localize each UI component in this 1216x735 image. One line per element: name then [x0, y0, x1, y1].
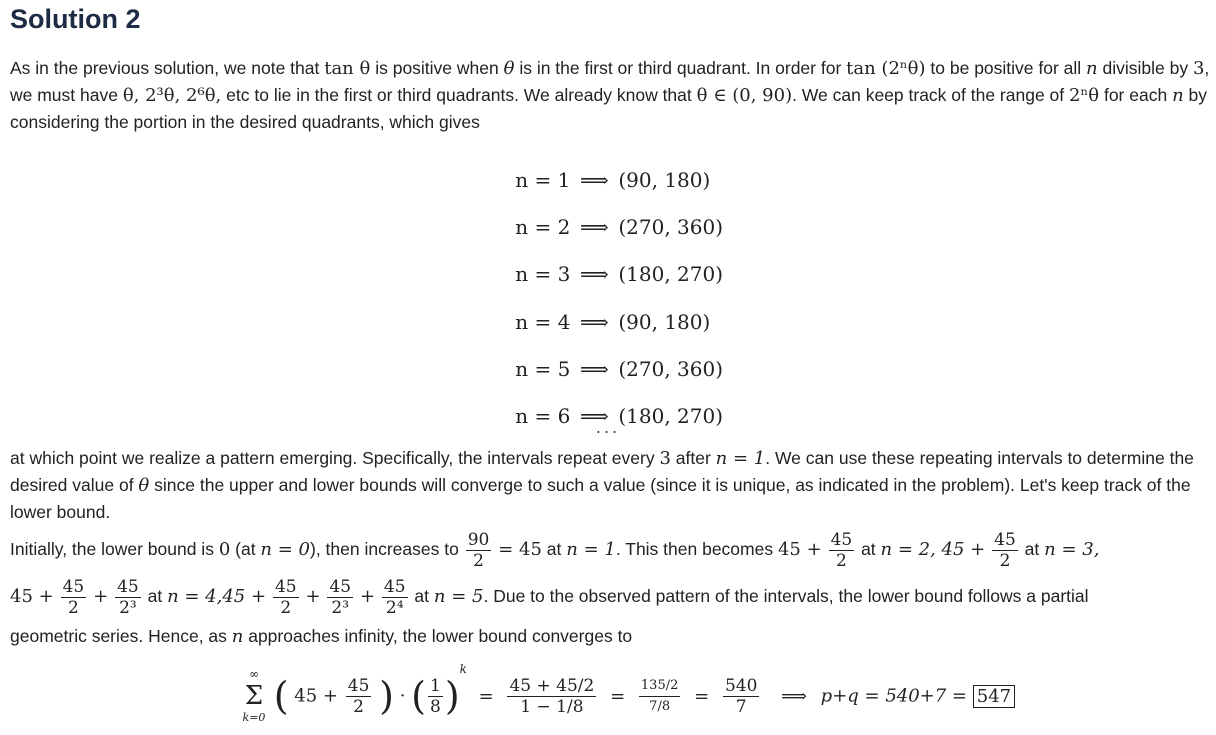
interval-row: n = 4 ⟹ (90, 180)	[515, 310, 711, 334]
section-heading: Solution 2	[10, 4, 141, 34]
fraction: $\frac{45}{\text{2³}}$	[117, 577, 139, 618]
fraction: $\frac{45}{2}$	[62, 577, 85, 618]
fraction: $\frac{45}{\text{2⁴}}$	[383, 577, 406, 618]
fraction: $\frac{1}{8}$	[429, 675, 441, 717]
intro-paragraph: As in the previous solution, we note that tan θ is positive when θ is in the first or third quadrant. In order for tan (2ⁿθ) to be positive for all n divisible by 3, we must have θ, 2³θ, 2⁶θ, etc to lie in the first or third quadrants. We already know that θ ∈ (0, 90). We can keep track of the range of 2ⁿθ for each n by considering the portion in the desired quadrants, which gives	[10, 58, 1210, 132]
interval-row: n = 2 ⟹ (270, 360)	[515, 215, 724, 239]
continuation-dots: ...	[595, 418, 621, 437]
fraction: $\frac{45}{2}$	[274, 577, 297, 618]
interval-row: n = 3 ⟹ (180, 270)	[515, 262, 724, 286]
fraction: $\frac{45}{2}$	[830, 530, 853, 571]
interval-row: n = 5 ⟹ (270, 360)	[515, 357, 724, 381]
fraction: $\frac{45}{\text{2³}}$	[329, 577, 352, 618]
fraction: $\frac{45}{2}$	[347, 675, 370, 717]
lower-bound-line-1: Initially, the lower bound is 0 (at n = 0), then increases to $\frac{90}{2}$ = 45 at n = 1. This then becomes 45 + $\frac{45}{2}$ at n = 2, 45 + $\frac{45}{2}$ at n = 3,	[10, 530, 1100, 571]
interval-row: n = 1 ⟹ (90, 180)	[515, 168, 711, 192]
interval-row: n = 6 ⟹ (180, 270)	[515, 404, 724, 428]
fraction: $\frac{540}{7}$	[724, 675, 758, 717]
fraction: $\frac{135/2}{7/8}$	[639, 676, 680, 717]
fraction: $\frac{45 + 45/2}{1 - 1/8}$	[509, 675, 595, 717]
answer-box: 547	[973, 685, 1015, 708]
geometric-line: geometric series. Hence, as n approaches infinity, the lower bound converges to	[10, 626, 633, 647]
fraction: $\frac{45}{2}$	[994, 530, 1016, 571]
final-equation: ∞ Σ k=0 ( 45 + $\frac{45}{2}$ ) · ( $\frac{1}{8}$ )$^k$ = $\frac{45 + 45/2}{1 - 1/8}$ = $\frac{135/2}{7/8}$ = $\frac{540}{7}$ ⟹ p+q = 540+7 = 547	[240, 662, 1015, 732]
lower-bound-line-2: 45 + $\frac{45}{2}$ + $\frac{45}{\text{2³}}$ at n = 4,45 + $\frac{45}{2}$ + $\frac{45}{\text{2³}}$ + $\frac{45}{\text{2⁴}}$ at n = 5. Due to the observed pattern of the intervals, the lower bound follows a partial	[10, 577, 1089, 618]
pattern-paragraph: at which point we realize a pattern emerging. Specifically, the intervals repeat every 3 after n = 1. We can use these repeating intervals to determine the desired value of θ since the upper and lower bounds will converge to such a value (since it is unique, as indicated in the problem). Let's keep track of the lower bound.	[10, 448, 1194, 522]
summation: ∞ Σ k=0	[242, 667, 266, 724]
fraction: $\frac{90}{2}$	[467, 530, 490, 571]
